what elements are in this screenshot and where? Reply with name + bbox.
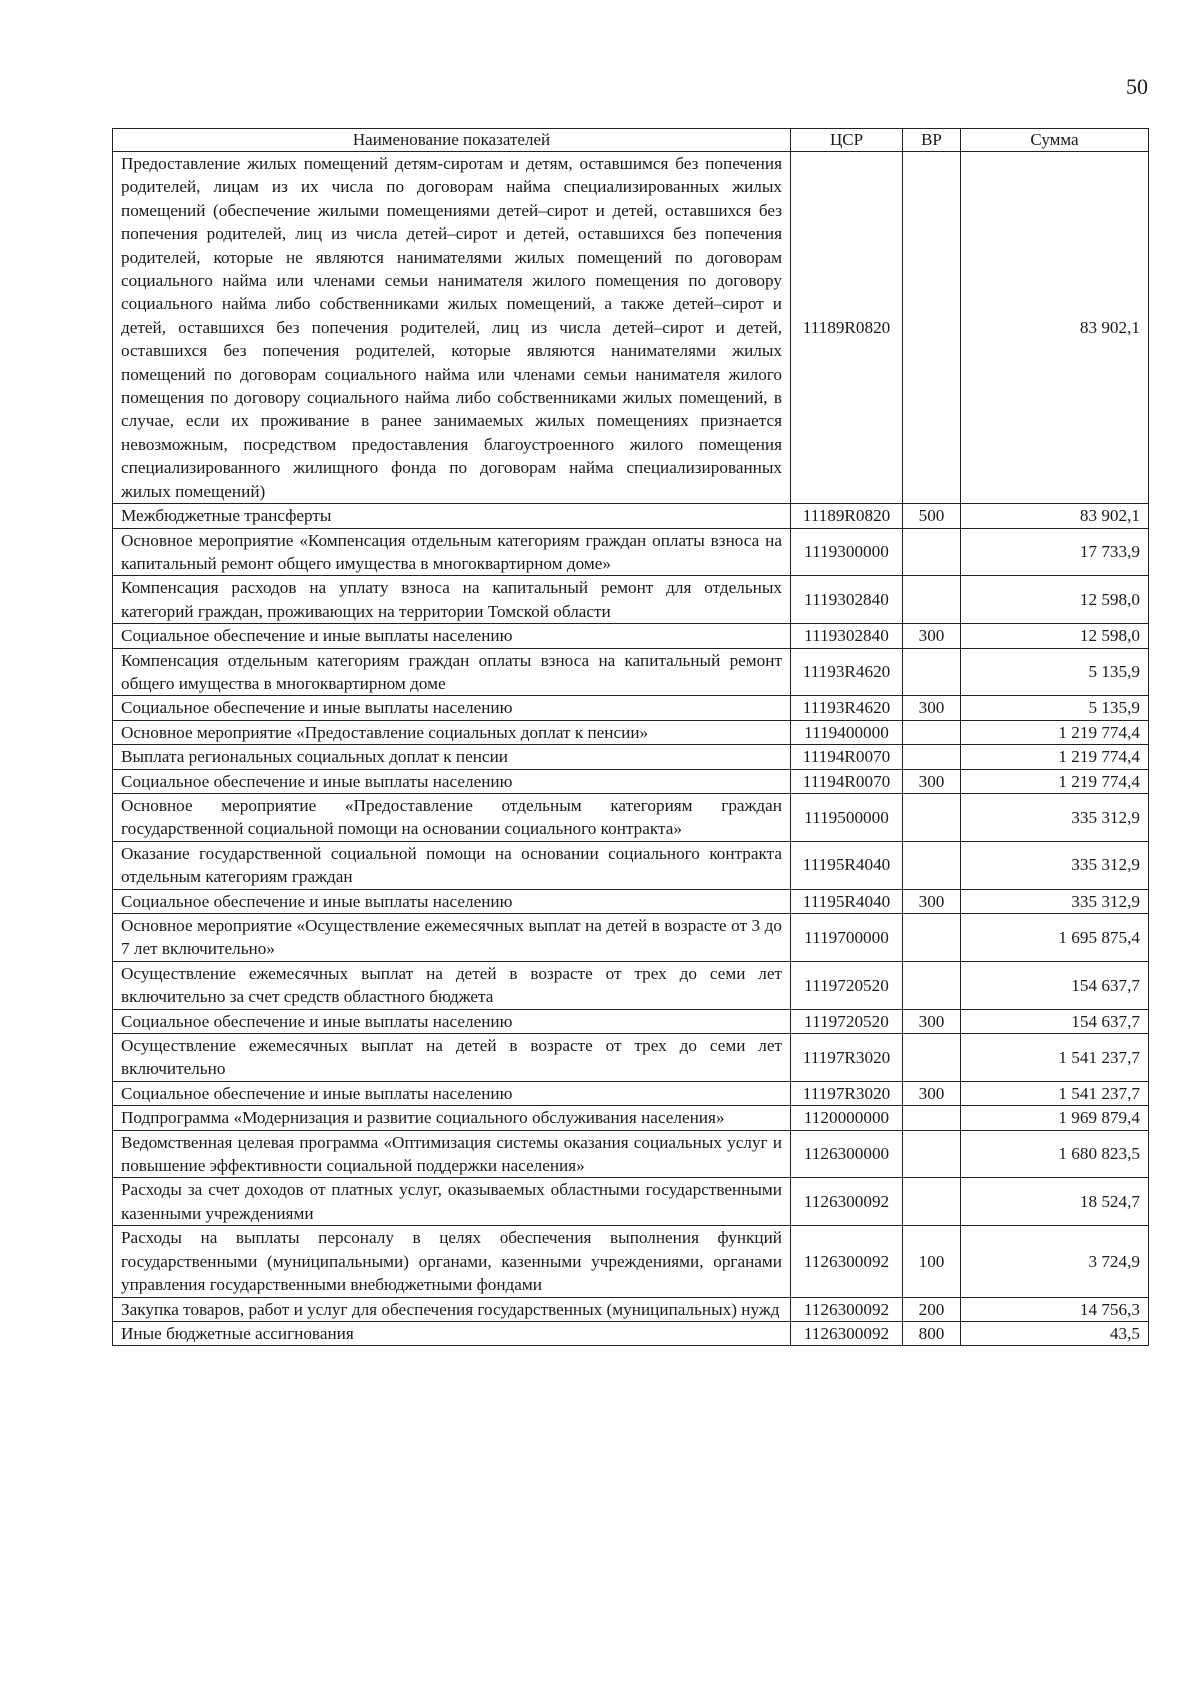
cell-name: Основное мероприятие «Осуществление ежемесячных выплат на детей в возрасте от 3 до 7 лет включительно»: [113, 914, 791, 962]
cell-vr: [903, 720, 961, 744]
cell-vr: [903, 745, 961, 769]
cell-vr: [903, 528, 961, 576]
cell-name: Компенсация отдельным категориям граждан оплаты взноса на капитальный ремонт общего имущества в многоквартирном доме: [113, 648, 791, 696]
table-row: [113, 648, 1149, 696]
cell-csr: 1119500000: [791, 793, 903, 841]
table-row: [113, 1130, 1149, 1178]
cell-csr: 11189R0820: [791, 152, 903, 504]
cell-vr: 200: [903, 1297, 961, 1321]
cell-sum: 12 598,0: [961, 576, 1149, 624]
cell-sum: 1 680 823,5: [961, 1130, 1149, 1178]
table-row: [113, 576, 1149, 624]
cell-name: Подпрограмма «Модернизация и развитие социального обслуживания населения»: [113, 1106, 791, 1130]
cell-vr: [903, 152, 961, 504]
cell-vr: 300: [903, 769, 961, 793]
table-row: [113, 1081, 1149, 1105]
table-header-row: [113, 129, 1149, 152]
cell-vr: 300: [903, 1009, 961, 1033]
cell-csr: 11189R0820: [791, 504, 903, 528]
table-body: [113, 152, 1149, 1346]
cell-csr: 11197R3020: [791, 1081, 903, 1105]
cell-csr: 11195R4040: [791, 841, 903, 889]
table-row: [113, 1297, 1149, 1321]
cell-sum: 335 312,9: [961, 889, 1149, 913]
cell-vr: 300: [903, 696, 961, 720]
cell-sum: 335 312,9: [961, 841, 1149, 889]
cell-name: Социальное обеспечение и иные выплаты населению: [113, 769, 791, 793]
cell-name: Осуществление ежемесячных выплат на детей в возрасте от трех до семи лет включительно за счет средств областного бюджета: [113, 961, 791, 1009]
table-row: [113, 696, 1149, 720]
cell-csr: 1119302840: [791, 624, 903, 648]
table-row: [113, 720, 1149, 744]
cell-sum: 154 637,7: [961, 1009, 1149, 1033]
cell-name: Социальное обеспечение и иные выплаты населению: [113, 889, 791, 913]
page-number: 50: [1126, 74, 1148, 99]
cell-vr: 800: [903, 1321, 961, 1345]
cell-sum: 14 756,3: [961, 1297, 1149, 1321]
cell-vr: 100: [903, 1226, 961, 1297]
cell-csr: 1119300000: [791, 528, 903, 576]
cell-csr: 11193R4620: [791, 696, 903, 720]
cell-name: Расходы за счет доходов от платных услуг, оказываемых областными государственными казенными учреждениями: [113, 1178, 791, 1226]
cell-csr: 1119302840: [791, 576, 903, 624]
table-row: [113, 528, 1149, 576]
table-row: [113, 504, 1149, 528]
cell-csr: 11194R0070: [791, 745, 903, 769]
cell-vr: [903, 914, 961, 962]
table-row: [113, 914, 1149, 962]
cell-vr: 300: [903, 624, 961, 648]
table-row: [113, 1106, 1149, 1130]
cell-name: Компенсация расходов на уплату взноса на капитальный ремонт для отдельных категорий граждан, проживающих на территории Томской области: [113, 576, 791, 624]
cell-sum: 1 541 237,7: [961, 1034, 1149, 1082]
table-row: [113, 769, 1149, 793]
cell-csr: 1119700000: [791, 914, 903, 962]
table-row: [113, 793, 1149, 841]
cell-csr: 11197R3020: [791, 1034, 903, 1082]
cell-sum: 12 598,0: [961, 624, 1149, 648]
cell-name: Основное мероприятие «Предоставление социальных доплат к пенсии»: [113, 720, 791, 744]
cell-vr: [903, 1034, 961, 1082]
cell-name: Социальное обеспечение и иные выплаты населению: [113, 624, 791, 648]
cell-name: Социальное обеспечение и иные выплаты населению: [113, 696, 791, 720]
cell-sum: 1 541 237,7: [961, 1081, 1149, 1105]
cell-name: Закупка товаров, работ и услуг для обеспечения государственных (муниципальных) нужд: [113, 1297, 791, 1321]
cell-csr: 1119720520: [791, 1009, 903, 1033]
cell-name: Осуществление ежемесячных выплат на детей в возрасте от трех до семи лет включительно: [113, 1034, 791, 1082]
table-row: [113, 745, 1149, 769]
cell-vr: [903, 1130, 961, 1178]
cell-vr: 300: [903, 1081, 961, 1105]
header-vr: ВР: [903, 129, 961, 152]
cell-vr: [903, 1178, 961, 1226]
cell-csr: 1119720520: [791, 961, 903, 1009]
table-row: [113, 624, 1149, 648]
header-sum: Сумма: [961, 129, 1149, 152]
cell-sum: 1 219 774,4: [961, 745, 1149, 769]
cell-csr: 1126300092: [791, 1178, 903, 1226]
cell-sum: 1 969 879,4: [961, 1106, 1149, 1130]
cell-vr: [903, 648, 961, 696]
cell-name: Выплата региональных социальных доплат к пенсии: [113, 745, 791, 769]
cell-sum: 1 695 875,4: [961, 914, 1149, 962]
table-row: [113, 961, 1149, 1009]
cell-sum: 3 724,9: [961, 1226, 1149, 1297]
cell-vr: [903, 841, 961, 889]
cell-csr: 11193R4620: [791, 648, 903, 696]
table-row: [113, 152, 1149, 504]
table-row: [113, 841, 1149, 889]
cell-name: Расходы на выплаты персоналу в целях обеспечения выполнения функций государственными (муниципальными) органами, казенными учреждениями, органами управления государственными внебюджетными фондами: [113, 1226, 791, 1297]
budget-table: [112, 128, 1149, 1346]
cell-csr: 1120000000: [791, 1106, 903, 1130]
header-csr: ЦСР: [791, 129, 903, 152]
cell-name: Социальное обеспечение и иные выплаты населению: [113, 1009, 791, 1033]
cell-csr: 1126300092: [791, 1297, 903, 1321]
cell-sum: 1 219 774,4: [961, 720, 1149, 744]
cell-sum: 83 902,1: [961, 504, 1149, 528]
cell-sum: 17 733,9: [961, 528, 1149, 576]
cell-name: Социальное обеспечение и иные выплаты населению: [113, 1081, 791, 1105]
cell-sum: 1 219 774,4: [961, 769, 1149, 793]
cell-sum: 335 312,9: [961, 793, 1149, 841]
cell-sum: 5 135,9: [961, 696, 1149, 720]
cell-vr: 500: [903, 504, 961, 528]
cell-csr: 11194R0070: [791, 769, 903, 793]
table-row: [113, 1178, 1149, 1226]
cell-csr: 1119400000: [791, 720, 903, 744]
cell-name: Оказание государственной социальной помощи на основании социального контракта отдельным категориям граждан: [113, 841, 791, 889]
table-row: [113, 889, 1149, 913]
table-row: [113, 1321, 1149, 1345]
cell-sum: 18 524,7: [961, 1178, 1149, 1226]
cell-name: Иные бюджетные ассигнования: [113, 1321, 791, 1345]
table-row: [113, 1226, 1149, 1297]
cell-vr: [903, 961, 961, 1009]
cell-vr: [903, 576, 961, 624]
cell-name: Ведомственная целевая программа «Оптимизация системы оказания социальных услуг и повышение эффективности социальной поддержки населения»: [113, 1130, 791, 1178]
cell-csr: 11195R4040: [791, 889, 903, 913]
cell-csr: 1126300092: [791, 1321, 903, 1345]
cell-vr: [903, 793, 961, 841]
cell-name: Предоставление жилых помещений детям-сиротам и детям, оставшимся без попечения родителей, лицам из их числа по договорам найма специализированных жилых помещений (обеспечение жилыми помещениями детей–сирот и детей, оставшихся без попечения родителей, лиц из числа детей–сирот и детей, оставшихся без попечения родителей, которые не являются нанимателями жилых помещений по договорам социального найма или членами семьи нанимателя жилого помещения по договору социального найма либо собственниками жилых помещений, а также детей–сирот и детей, оставшихся без попечения родителей, лиц из числа детей–сирот и детей, оставшихся без попечения родителей, которые являются нанимателями жилых помещений по договорам социального найма или членами семьи нанимателя жилого помещения по договору социального найма либо собственниками жилых помещений, в случае, если их проживание в ранее занимаемых жилых помещениях признается невозможным, посредством предоставления благоустроенного жилого помещения специализированного жилищного фонда по договорам найма специализированных жилых помещений): [113, 152, 791, 504]
cell-name: Межбюджетные трансферты: [113, 504, 791, 528]
cell-sum: 154 637,7: [961, 961, 1149, 1009]
cell-name: Основное мероприятие «Компенсация отдельным категориям граждан оплаты взноса на капитальный ремонт общего имущества в многоквартирном доме»: [113, 528, 791, 576]
cell-csr: 1126300000: [791, 1130, 903, 1178]
cell-sum: 5 135,9: [961, 648, 1149, 696]
cell-vr: 300: [903, 889, 961, 913]
cell-sum: 83 902,1: [961, 152, 1149, 504]
table-row: [113, 1034, 1149, 1082]
cell-vr: [903, 1106, 961, 1130]
cell-sum: 43,5: [961, 1321, 1149, 1345]
cell-csr: 1126300092: [791, 1226, 903, 1297]
table-row: [113, 1009, 1149, 1033]
header-name: Наименование показателей: [113, 129, 791, 152]
cell-name: Основное мероприятие «Предоставление отдельным категориям граждан государственной социальной помощи на основании социального контракта»: [113, 793, 791, 841]
